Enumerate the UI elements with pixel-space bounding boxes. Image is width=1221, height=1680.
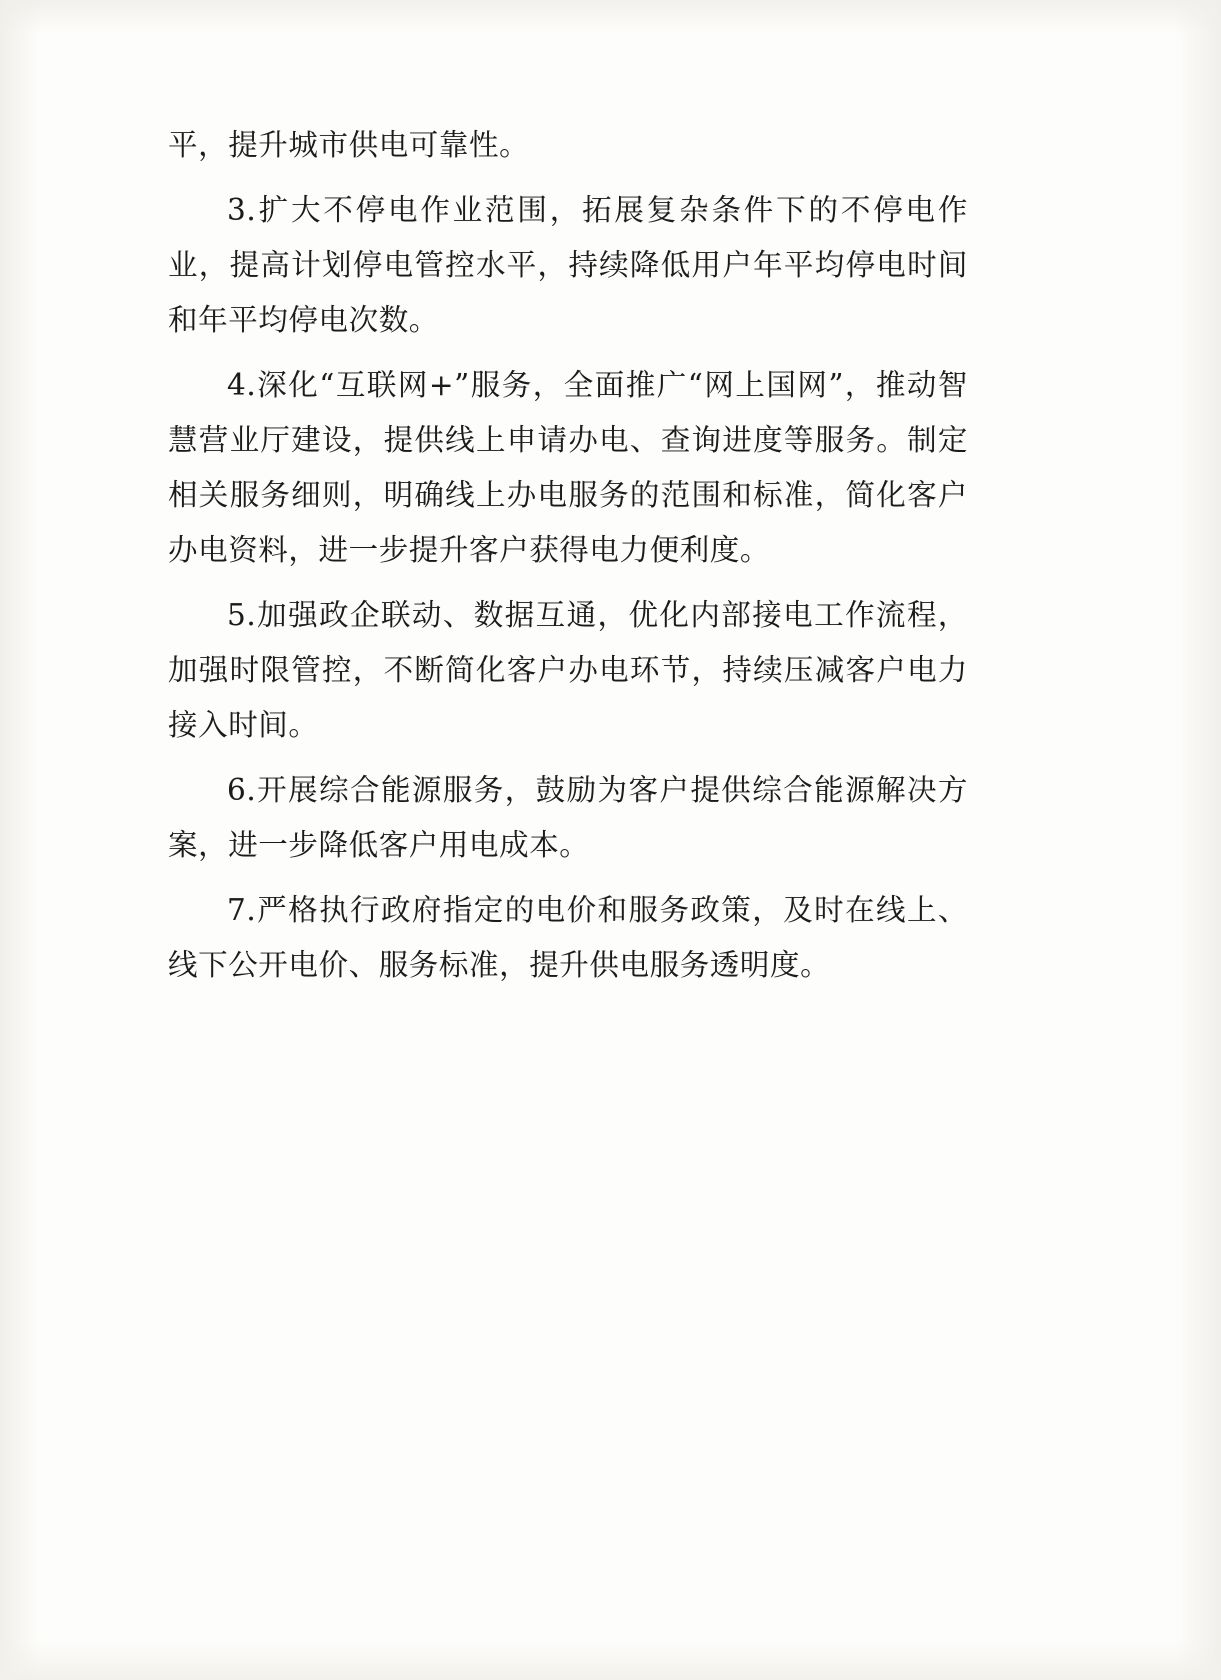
scan-edge-left <box>0 0 40 1680</box>
scan-edge-right <box>1175 0 1221 1680</box>
paragraph-item-5: 5.加强政企联动、数据互通，优化内部接电工作流程，加强时限管控，不断简化客户办电环节，持续压减客户电力接入时间。 <box>168 598 968 742</box>
scan-edge-bottom <box>0 1640 1221 1680</box>
paragraph-continuation: 平，提升城市供电可靠性。 <box>168 128 530 162</box>
document-body <box>168 118 968 1003</box>
paragraph-item-3: 3.扩大不停电作业范围，拓展复杂条件下的不停电作业，提高计划停电管控水平，持续降低用户年平均停电时间和年平均停电次数。 <box>168 193 968 337</box>
paragraph-item-6: 6.开展综合能源服务，鼓励为客户提供综合能源解决方案，进一步降低客户用电成本。 <box>168 773 968 862</box>
paragraph-item-4: 4.深化“互联网+”服务，全面推广“网上国网”，推动智慧营业厅建设，提供线上申请办电、查询进度等服务。制定相关服务细则，明确线上办电服务的范围和标准，简化客户办电资料，进一步提升客户获得电力便利度。 <box>168 368 968 567</box>
paragraph-item-7: 7.严格执行政府指定的电价和服务政策，及时在线上、线下公开电价、服务标准，提升供电服务透明度。 <box>168 893 968 982</box>
scan-edge-top <box>0 0 1221 34</box>
